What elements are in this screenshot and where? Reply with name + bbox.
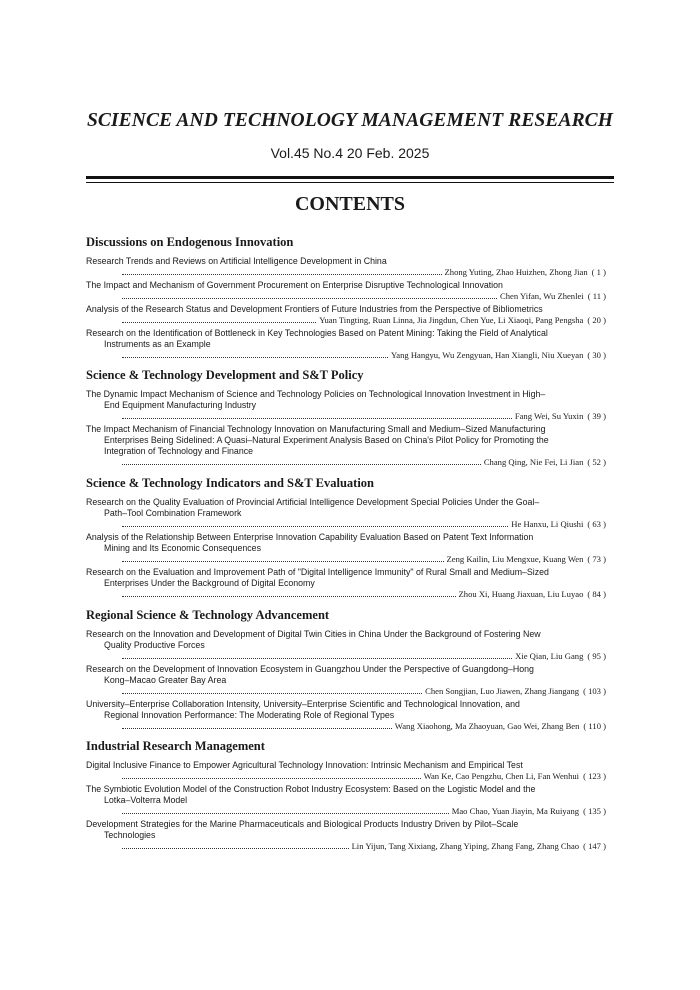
issue-info: Vol.45 No.4 20 Feb. 2025 [270,145,430,161]
article-title[interactable] [86,760,606,771]
article-title-line: Instruments as an Example [104,339,211,349]
article-title-line: Path–Tool Combination Framework [104,508,242,518]
article-byline [122,267,606,278]
article-authors: Chen Songjian, Luo Jiawen, Zhang Jiangang [425,686,580,696]
article-page-number[interactable]: ( 110 ) [583,721,606,731]
article-title-line: Development Strategies for the Marine Pharmaceuticals and Biological Products Industry Driven by Pilot–Scale [86,819,519,829]
article-page-number[interactable]: ( 73 ) [587,554,606,564]
article-page-number[interactable]: ( 135 ) [583,806,606,816]
article-byline [122,806,606,817]
article-title-line: Research on the Innovation and Development of Digital Twin Cities in China Under the Background of Fostering New [86,629,541,639]
article-title-line: Integration of Technology and Finance [104,446,254,456]
dot-leader [122,589,456,597]
article-page-number[interactable]: ( 103 ) [583,686,606,696]
article-title-line: The Symbiotic Evolution Model of the Construction Robot Industry Ecosystem: Based on the Logistic Model and the [86,784,536,794]
article-page-number[interactable]: ( 84 ) [587,589,606,599]
article-title[interactable] [86,629,606,651]
article-page-number[interactable]: ( 20 ) [587,315,606,325]
article-byline [122,291,606,302]
dot-leader [122,350,388,358]
dot-leader [122,411,512,419]
article-title-line: University–Enterprise Collaboration Intensity, University–Enterprise Scientific and Technological Innovation, and [86,699,520,709]
article-title-line: Kong–Macao Greater Bay Area [104,675,227,685]
article-byline [122,554,606,565]
article-page-number[interactable]: ( 1 ) [591,267,606,277]
section-title: Science & Technology Development and S&T Policy [86,368,364,382]
article-title[interactable] [86,256,606,267]
article-authors: Yang Hangyu, Wu Zengyuan, Han Xiangli, Niu Xueyan [390,350,584,360]
article-page-number[interactable]: ( 95 ) [587,651,606,661]
article-byline [122,721,606,732]
journal-title: SCIENCE AND TECHNOLOGY MANAGEMENT RESEARCH [86,110,614,131]
article-title[interactable] [86,699,606,721]
article-title-line: Analysis of the Research Status and Development Frontiers of Future Industries from the Perspective of Bibliometrics [86,304,543,314]
header-rule-thick [86,176,614,179]
article-title-line: Quality Productive Forces [104,640,205,650]
article-title-line: The Impact and Mechanism of Government Procurement on Enterprise Disruptive Technological Innovation [86,280,503,290]
article-title-line: Regional Innovation Performance: The Moderating Role of Regional Types [104,710,395,720]
article-title-line: Enterprises Under the Background of Digital Economy [104,578,315,588]
article-authors: Zhong Yuting, Zhao Huizhen, Zhong Jian [444,267,588,277]
article-page-number[interactable]: ( 52 ) [587,457,606,467]
article-title[interactable] [86,784,606,806]
article-authors: Lin Yijun, Tang Xixiang, Zhang Yiping, Zhang Fang, Zhang Chao [351,841,580,851]
article-byline [122,315,606,326]
dot-leader [122,315,316,323]
article-title[interactable] [86,424,606,457]
article-authors: Zeng Kailin, Liu Mengxue, Kuang Wen [446,554,584,564]
article-authors: Wang Xiaohong, Ma Zhaoyuan, Gao Wei, Zhang Ben [394,721,580,731]
article-page-number[interactable]: ( 63 ) [587,519,606,529]
article-title-line: Research on the Evaluation and Improvement Path of "Digital Intelligence Immunity" of Rural Small and Medium–Sized [86,567,549,577]
section-title: Regional Science & Technology Advancement [86,608,330,622]
article-byline [122,771,606,782]
article-page-number[interactable]: ( 147 ) [583,841,606,851]
dot-leader [122,519,508,527]
article-authors: Xie Qian, Liu Gang [515,651,584,661]
article-authors: Chen Yifan, Wu Zhenlei [500,291,584,301]
dot-leader [122,267,442,275]
section-title: Discussions on Endogenous Innovation [86,235,294,249]
article-byline [122,841,606,852]
article-title-line: Enterprises Being Sidelined: A Quasi–Natural Experiment Analysis Based on China's Pilot Policy for Promoting the [104,435,549,445]
dot-leader [122,554,444,562]
article-authors: Mao Chao, Yuan Jiayin, Ma Ruiyang [451,806,580,816]
dot-leader [122,721,392,729]
article-authors: Wan Ke, Cao Pengzhu, Chen Li, Fan Wenhui [423,771,580,781]
dot-leader [122,291,497,299]
article-title[interactable] [86,389,606,411]
article-authors: He Hanxu, Li Qiushi [511,519,584,529]
article-byline [122,519,606,530]
article-title-line: Lotka–Volterra Model [104,795,188,805]
article-byline [122,350,606,361]
article-title[interactable] [86,567,606,589]
article-authors: Yuan Tingting, Ruan Linna, Jia Jingdun, Chen Yue, Li Xiaoqi, Pang Pengsha [319,315,584,325]
article-title-line: Technologies [104,830,156,840]
article-title-line: Mining and Its Economic Consequences [104,543,261,553]
header-rule-thin [86,182,614,183]
article-title[interactable] [86,328,606,350]
article-title-line: Research Trends and Reviews on Artificial Intelligence Development in China [86,256,387,266]
article-page-number[interactable]: ( 30 ) [587,350,606,360]
article-byline [122,589,606,600]
article-page-number[interactable]: ( 11 ) [587,291,606,301]
article-byline [122,686,606,697]
dot-leader [122,651,512,659]
article-title-line: The Impact Mechanism of Financial Technology Innovation on Manufacturing Small and Medium–Sized Manufacturing [86,424,546,434]
article-title-line: The Dynamic Impact Mechanism of Science and Technology Policies on Technological Innovation Investment in High– [86,389,546,399]
article-byline [122,457,606,468]
article-title-line: End Equipment Manufacturing Industry [104,400,257,410]
dot-leader [122,841,349,849]
article-authors: Chang Qing, Nie Fei, Li Jian [483,457,584,467]
article-title[interactable] [86,280,606,291]
article-title[interactable] [86,819,606,841]
article-title[interactable] [86,304,606,315]
article-title[interactable] [86,532,606,554]
article-title-line: Digital Inclusive Finance to Empower Agricultural Technology Innovation: Intrinsic Mechanism and Empirical Test [86,760,523,770]
article-title-line: Research on the Development of Innovation Ecosystem in Guangzhou Under the Perspective of Guangdong–Hong [86,664,534,674]
contents-heading: CONTENTS [294,193,406,215]
section-title: Industrial Research Management [86,739,265,753]
article-byline [122,411,606,422]
article-page-number[interactable]: ( 39 ) [587,411,606,421]
article-byline [122,651,606,662]
article-authors: Zhou Xi, Huang Jiaxuan, Liu Luyao [458,589,584,599]
dot-leader [122,457,481,465]
article-title-line: Research on the Identification of Bottleneck in Key Technologies Based on Patent Mining: Taking the Field of Analytical [86,328,548,338]
dot-leader [122,806,449,814]
article-title-line: Research on the Quality Evaluation of Provincial Artificial Intelligence Development Special Policies Under the Goal– [86,497,540,507]
article-page-number[interactable]: ( 123 ) [583,771,606,781]
dot-leader [122,771,421,779]
article-title-line: Analysis of the Relationship Between Enterprise Innovation Capability Evaluation Based on Patent Text Information [86,532,534,542]
article-title[interactable] [86,497,606,519]
article-authors: Fang Wei, Su Yuxin [514,411,584,421]
section-title: Science & Technology Indicators and S&T Evaluation [86,476,375,490]
article-title[interactable] [86,664,606,686]
dot-leader [122,686,422,694]
